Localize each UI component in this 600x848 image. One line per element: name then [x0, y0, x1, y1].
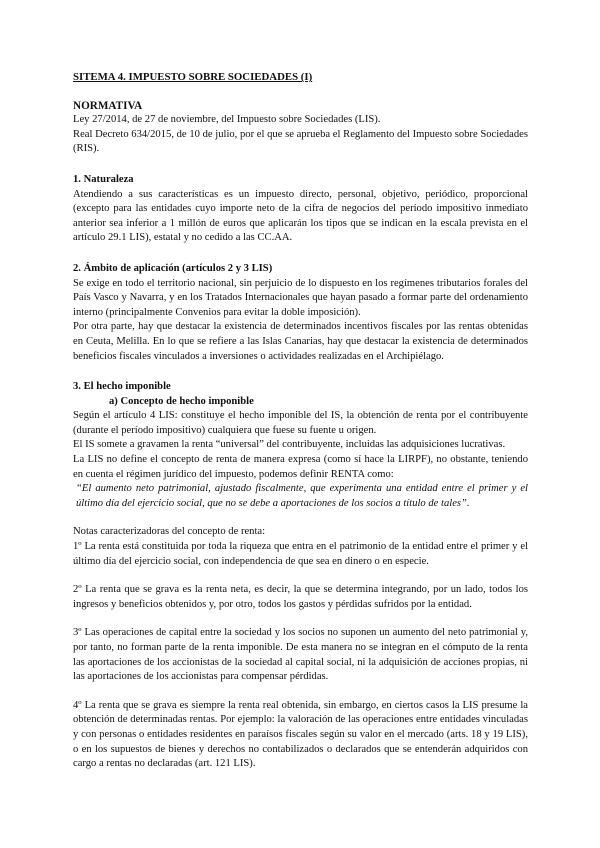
- spacer: [73, 612, 528, 626]
- section-3-paragraph: El IS somete a gravamen la renta “universal” del contribuyente, incluidas las adquisiciones lucrativas.: [73, 439, 506, 451]
- spacer: [73, 569, 528, 583]
- document-title: SITEMA 4. IMPUESTO SOBRE SOCIEDADES (I): [73, 71, 313, 83]
- section-3-subheading: a) Concepto de hecho imponible: [109, 395, 254, 407]
- note-item: 2º La renta que se grava es la renta neta, es decir, la que se determina integrando, por un lado, todos los ingresos y beneficios obtenidos y, por otro, todos los gastos y pérdidas sufridos por la entidad.: [73, 584, 528, 610]
- section-3-paragraph: Según el artículo 4 LIS: constituye el hecho imponible del IS, la obtención de renta por el contribuyente (durante el período impositivo) cualquiera que fuese su fuente u origen.: [73, 410, 528, 436]
- normativa-line-ley: Ley 27/2014, de 27 de noviembre, del Impuesto sobre Sociedades (LIS).: [73, 114, 381, 126]
- note-item: 3º Las operaciones de capital entre la sociedad y los socios no suponen un aumento del neto patrimonial y, por tanto, no forman parte de la renta imponible. De esta manera no se integran en el cómputo de la renta las aportaciones de los accionistas de la sociedad al capital social, ni la adquisición de acciones propias, ni las aportaciones de los accionistas para compensar pérdidas.: [73, 627, 528, 683]
- section-2-paragraph: Se exige en todo el territorio nacional, sin perjuicio de lo dispuesto en los regímenes tributarios forales del País Vasco y Navarra, y en los Tratados Internacionales que hayan pasado a formar parte del ordenamiento interno (principalmente Convenios para evitar la doble imposición).: [73, 277, 528, 318]
- section-3-heading: 3. El hecho imponible: [73, 381, 171, 393]
- note-item: 4º La renta que se grava es siempre la renta real obtenida, sin embargo, en ciertos casos la LIS presume la obtención de determinadas rentas. Por ejemplo: la valoración de las operaciones entre entidades vinculadas y con personas o entidades residentes en paraísos fiscales según su valor en el mercado (arts. 18 y 19 LIS), o en los supuestos de bienes y derechos no contabilizados o declarados que se entenderán adquiridos con cargo a rentas no declaradas (art. 121 LIS).: [73, 699, 528, 770]
- section-3-paragraph: La LIS no define el concepto de renta de manera expresa (como sí hace la LIRPF), no obstante, teniendo en cuenta el régimen jurídico del impuesto, podemos definir RENTA como:: [73, 454, 528, 480]
- normativa-line-real-decreto: Real Decreto 634/2015, de 10 de julio, por el que se aprueba el Reglamento del Impuesto sobre Sociedades (RIS).: [73, 128, 528, 155]
- normativa-heading: NORMATIVA: [73, 99, 143, 112]
- section-1-heading: 1. Naturaleza: [73, 173, 134, 185]
- notes-intro: Notas caracterizadoras del concepto de renta:: [73, 526, 266, 538]
- renta-definition-quote: “El aumento neto patrimonial, ajustado fiscalmente, que experimenta una entidad entre el primer y el último día del ejercicio social, que no se debe a aportaciones de los socios a título de tales”.: [76, 483, 528, 509]
- spacer: [73, 685, 528, 699]
- note-item: 1º La renta está constituida por toda la riqueza que entra en el patrimonio de la entidad entre el primer y el último día del ejercicio social, con independencia de que sea en dinero o en especie.: [73, 541, 528, 567]
- section-2-paragraph: Por otra parte, hay que destacar la existencia de determinados incentivos fiscales por las rentas obtenidas en Ceuta, Melilla. En lo que se refiere a las Islas Canarias, hay que destacar la existencia de determinados beneficios fiscales vinculados a inversiones o actividades realizadas en el Archipiélago.: [73, 321, 528, 362]
- section-2-heading: 2. Ámbito de aplicación (artículos 2 y 3 LIS): [73, 262, 273, 274]
- spacer: [73, 511, 528, 525]
- section-1-text: Atendiendo a sus características es un impuesto directo, personal, objetivo, periódico, proporcional (excepto para las entidades cuyo importe neto de la cifra de negocios del período impositivo inmediato anterior sea inferior a 1 millón de euros que aplicarán los tipos que se indican en la escala prevista en el artículo 29.1 LIS), estatal y no cedido a las CC.AA.: [73, 188, 528, 244]
